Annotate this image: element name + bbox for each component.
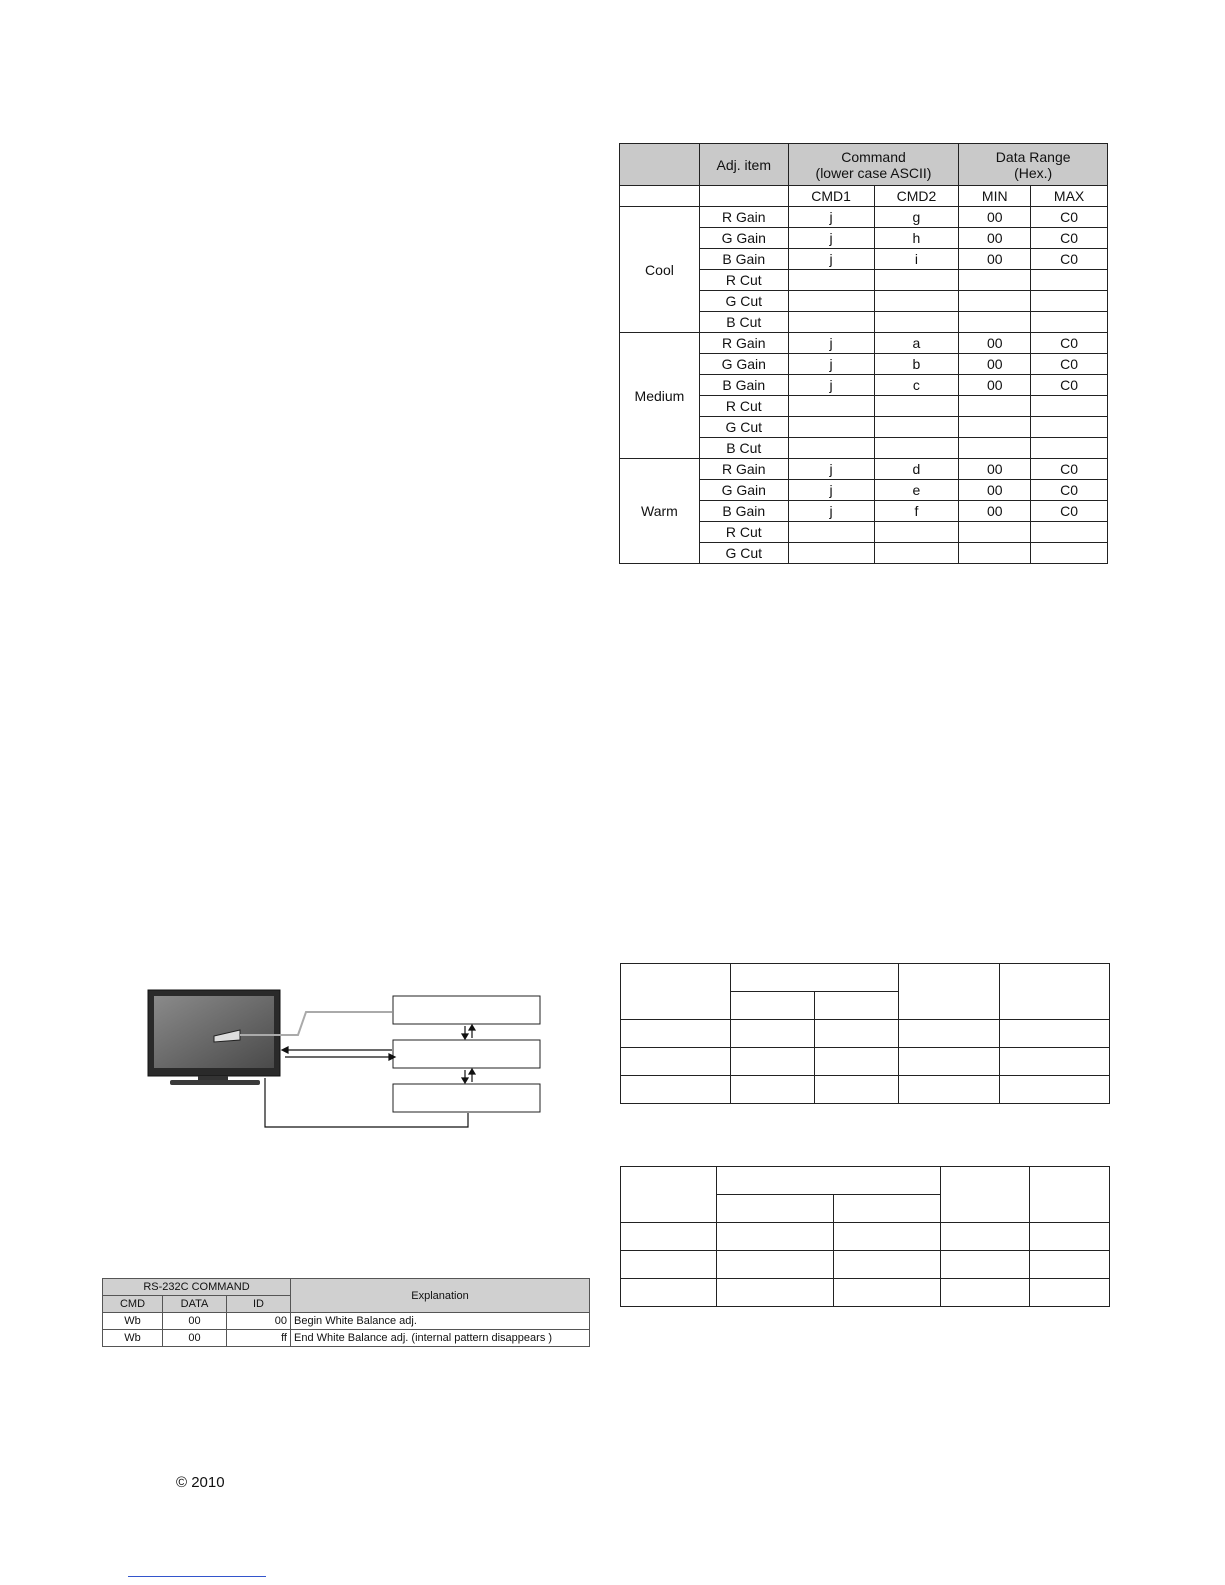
blank-cell: [1000, 1076, 1110, 1104]
cmd2-cell: c: [874, 375, 959, 396]
blank-cell: [899, 1020, 1000, 1048]
table-header-row: [620, 144, 1108, 186]
cmd1-header: CMD1: [788, 186, 874, 207]
cmd2-cell: [874, 270, 959, 291]
id-header: ID: [227, 1296, 291, 1313]
white-balance-command-table: [619, 143, 1108, 564]
blank-cell: [717, 1167, 941, 1195]
max-cell: C0: [1031, 333, 1108, 354]
cmd2-cell: h: [874, 228, 959, 249]
cmd1-cell: j: [788, 249, 874, 270]
table-row: [103, 1330, 590, 1347]
blank-cell: [815, 1048, 899, 1076]
cmd2-cell: [874, 438, 959, 459]
min-cell: 00: [959, 354, 1031, 375]
diagram-box-bottom: [393, 1084, 540, 1112]
cmd2-cell: [874, 291, 959, 312]
adj-item-cell: R Gain: [699, 459, 788, 480]
min-cell: [959, 522, 1031, 543]
adj-item-cell: G Cut: [699, 291, 788, 312]
blank-cell: [731, 1020, 815, 1048]
adj-item-cell: B Gain: [699, 375, 788, 396]
max-cell: [1031, 270, 1108, 291]
diagram-box-middle: [393, 1040, 540, 1068]
cmd2-cell: [874, 522, 959, 543]
blank-cell: [834, 1279, 941, 1307]
blank-cell: [1030, 1279, 1110, 1307]
blank-cell: [621, 1076, 731, 1104]
blank-cell: [941, 1167, 1030, 1223]
max-cell: C0: [1031, 459, 1108, 480]
cmd1-cell: j: [788, 333, 874, 354]
explanation-header: Explanation: [291, 1279, 590, 1313]
table-subheader-row: [620, 186, 1108, 207]
rs232-link-arrows-icon: [282, 1047, 395, 1060]
adj-item-cell: R Cut: [699, 396, 788, 417]
blank-cell: [941, 1251, 1030, 1279]
blank-cell: [941, 1223, 1030, 1251]
rs232c-command-table: [102, 1278, 590, 1347]
cmd1-cell: j: [788, 354, 874, 375]
adj-item-cell: R Gain: [699, 333, 788, 354]
adj-item-cell: G Cut: [699, 543, 788, 564]
blank-cell: [941, 1279, 1030, 1307]
cmd1-cell: [788, 438, 874, 459]
data-header: DATA: [163, 1296, 227, 1313]
blank-cell: [621, 1167, 717, 1223]
group-label-warm: Warm: [620, 459, 700, 564]
adj-item-header: Adj. item: [699, 144, 788, 186]
connection-diagram: [140, 980, 550, 1135]
blank-table-row: [621, 1076, 1110, 1104]
adj-item-cell: R Gain: [699, 207, 788, 228]
blank-cell: [621, 1020, 731, 1048]
blank-cell: [717, 1251, 834, 1279]
adj-item-cell: B Cut: [699, 312, 788, 333]
cmd1-cell: [788, 291, 874, 312]
blank-table-lower: [620, 1166, 1110, 1307]
cmd1-cell: j: [788, 480, 874, 501]
blank-cell: [731, 1048, 815, 1076]
cmd2-cell: a: [874, 333, 959, 354]
max-cell: [1031, 543, 1108, 564]
min-cell: 00: [959, 249, 1031, 270]
max-cell: [1031, 291, 1108, 312]
blank-table-row: [621, 1251, 1110, 1279]
max-cell: [1031, 438, 1108, 459]
copyright-text: © 2010: [176, 1474, 225, 1491]
cmd2-cell: d: [874, 459, 959, 480]
max-cell: C0: [1031, 501, 1108, 522]
blank-cell: [621, 1279, 717, 1307]
min-cell: [959, 291, 1031, 312]
data-range-header: [959, 144, 1108, 186]
min-cell: [959, 417, 1031, 438]
cmd2-cell: f: [874, 501, 959, 522]
blank-cell: [731, 992, 815, 1020]
blank-cell: [899, 1048, 1000, 1076]
cmd1-cell: [788, 543, 874, 564]
adj-item-cell: R Cut: [699, 270, 788, 291]
cmd-cell: Wb: [103, 1313, 163, 1330]
cmd2-header: CMD2: [874, 186, 959, 207]
blank-cell: [815, 992, 899, 1020]
blank-cell: [834, 1223, 941, 1251]
cmd-cell: Wb: [103, 1330, 163, 1347]
footer-link-underline: [128, 1576, 266, 1577]
data-cell: 00: [163, 1330, 227, 1347]
min-cell: 00: [959, 207, 1031, 228]
rs232-command-header: RS-232C COMMAND: [103, 1279, 291, 1296]
blank-cell: [899, 964, 1000, 1020]
max-cell: C0: [1031, 228, 1108, 249]
max-cell: C0: [1031, 354, 1108, 375]
min-cell: 00: [959, 459, 1031, 480]
data-cell: 00: [163, 1313, 227, 1330]
blank-table-row: [621, 1167, 1110, 1195]
max-cell: C0: [1031, 480, 1108, 501]
adj-item-cell: G Gain: [699, 228, 788, 249]
blank-cell: [1030, 1223, 1110, 1251]
blank-cell: [1030, 1251, 1110, 1279]
cmd1-cell: [788, 417, 874, 438]
data-range-header-line2: (Hex.): [1014, 164, 1053, 181]
min-cell: [959, 543, 1031, 564]
cmd-header: CMD: [103, 1296, 163, 1313]
blank-table-row: [621, 1279, 1110, 1307]
cmd2-cell: [874, 543, 959, 564]
cmd1-cell: [788, 312, 874, 333]
blank-cell: [834, 1251, 941, 1279]
blank-cell: [717, 1195, 834, 1223]
blank-cell: [834, 1195, 941, 1223]
cmd2-cell: e: [874, 480, 959, 501]
min-cell: 00: [959, 501, 1031, 522]
blank-cell: [717, 1279, 834, 1307]
command-header-line2: (lower case ASCII): [815, 164, 932, 181]
min-cell: 00: [959, 228, 1031, 249]
cmd1-cell: [788, 270, 874, 291]
blank-cell: [621, 1251, 717, 1279]
blank-cell: [621, 964, 731, 1020]
min-cell: 00: [959, 375, 1031, 396]
blank-cell: [621, 1223, 717, 1251]
blank-table-row: [621, 1223, 1110, 1251]
id-cell: 00: [227, 1313, 291, 1330]
blank-table-row: [621, 964, 1110, 992]
blank-table-upper: [620, 963, 1110, 1104]
blank-cell: [731, 964, 899, 992]
cmd1-cell: j: [788, 228, 874, 249]
explanation-cell: Begin White Balance adj.: [291, 1313, 590, 1330]
cmd2-cell: [874, 417, 959, 438]
table-row: [103, 1313, 590, 1330]
blank-cell: [731, 1076, 815, 1104]
data-range-header-line1: Data Range: [995, 148, 1071, 165]
blank-table-row: [621, 1020, 1110, 1048]
group-label-medium: Medium: [620, 333, 700, 459]
cmd1-cell: j: [788, 459, 874, 480]
subheader-blank-cell: [699, 186, 788, 207]
max-cell: C0: [1031, 249, 1108, 270]
cmd1-cell: j: [788, 207, 874, 228]
blank-cell: [1000, 1020, 1110, 1048]
min-header: MIN: [959, 186, 1031, 207]
header-blank-cell: [620, 144, 700, 186]
adj-item-cell: G Cut: [699, 417, 788, 438]
cmd2-cell: g: [874, 207, 959, 228]
min-cell: [959, 312, 1031, 333]
max-cell: [1031, 312, 1108, 333]
adj-item-cell: G Gain: [699, 480, 788, 501]
cmd1-cell: [788, 522, 874, 543]
table-row: [620, 459, 1108, 480]
blank-cell: [717, 1223, 834, 1251]
max-cell: [1031, 396, 1108, 417]
rs232-header-row: [103, 1279, 590, 1296]
cmd1-cell: [788, 396, 874, 417]
max-cell: C0: [1031, 375, 1108, 396]
command-header: [788, 144, 959, 186]
blank-cell: [815, 1020, 899, 1048]
subheader-blank-cell: [620, 186, 700, 207]
max-cell: [1031, 522, 1108, 543]
blank-cell: [1000, 964, 1110, 1020]
min-cell: 00: [959, 333, 1031, 354]
id-cell: ff: [227, 1330, 291, 1347]
cmd2-cell: i: [874, 249, 959, 270]
cmd2-cell: [874, 396, 959, 417]
adj-item-cell: B Gain: [699, 501, 788, 522]
explanation-cell: End White Balance adj. (internal pattern disappears ): [291, 1330, 590, 1347]
min-cell: [959, 438, 1031, 459]
group-label-cool: Cool: [620, 207, 700, 333]
command-header-line1: Command: [841, 148, 906, 165]
min-cell: [959, 396, 1031, 417]
cmd2-cell: [874, 312, 959, 333]
max-header: MAX: [1031, 186, 1108, 207]
blank-cell: [621, 1048, 731, 1076]
adj-item-cell: B Gain: [699, 249, 788, 270]
min-cell: 00: [959, 480, 1031, 501]
adj-item-cell: B Cut: [699, 438, 788, 459]
cmd1-cell: j: [788, 375, 874, 396]
blank-cell: [815, 1076, 899, 1104]
blank-cell: [1030, 1167, 1110, 1223]
min-cell: [959, 270, 1031, 291]
table-row: [620, 333, 1108, 354]
diagram-box-top: [393, 996, 540, 1024]
cmd2-cell: b: [874, 354, 959, 375]
max-cell: [1031, 417, 1108, 438]
blank-cell: [899, 1076, 1000, 1104]
adj-item-cell: R Cut: [699, 522, 788, 543]
blank-table-row: [621, 1048, 1110, 1076]
adj-item-cell: G Gain: [699, 354, 788, 375]
max-cell: C0: [1031, 207, 1108, 228]
cmd1-cell: j: [788, 501, 874, 522]
table-row: [620, 207, 1108, 228]
blank-cell: [1000, 1048, 1110, 1076]
